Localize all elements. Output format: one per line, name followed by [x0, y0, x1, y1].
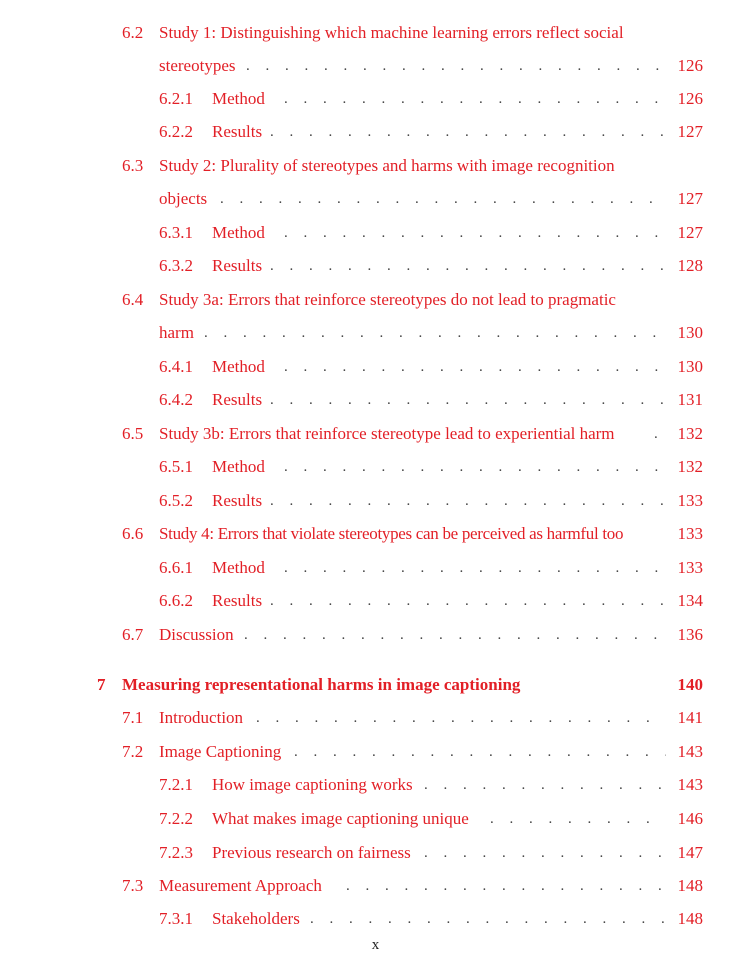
toc-title[interactable]: Results: [212, 591, 263, 610]
toc-page: 146: [677, 809, 703, 828]
toc-page: 127: [677, 189, 703, 208]
toc-entry-6-3-2[interactable]: [0, 254, 751, 278]
leader-dots: [220, 187, 666, 211]
toc-page: 126: [677, 89, 703, 108]
toc-page: 131: [677, 390, 703, 409]
leader-dots: [270, 589, 666, 613]
leader-dots: [310, 907, 666, 931]
toc-entry-6-4-cont[interactable]: [0, 321, 751, 345]
toc-page: 132: [677, 424, 703, 443]
toc-title[interactable]: How image captioning works: [212, 775, 413, 794]
leader-dots: [270, 489, 666, 513]
toc-entry-7-3[interactable]: [0, 874, 751, 898]
leader-dots: [204, 321, 666, 345]
toc-page: 133: [677, 491, 703, 510]
toc-title[interactable]: Stakeholders: [212, 909, 300, 928]
toc-number: 7.3.1: [159, 909, 193, 928]
toc-entry-7-2-3[interactable]: [0, 841, 751, 865]
leader-dots: [424, 841, 666, 865]
leader-dots: [256, 706, 666, 730]
toc-entry-6-2[interactable]: [0, 21, 751, 45]
leader-dots: [244, 623, 666, 647]
toc-number: 6.3.2: [159, 256, 193, 275]
toc-title-cont[interactable]: objects: [159, 189, 208, 208]
leader-dots: [294, 740, 666, 764]
toc-number: 6.6: [122, 524, 144, 543]
toc-page: 128: [677, 256, 703, 275]
toc-title[interactable]: Study 3b: Errors that reinforce stereotype lead to experiential harm: [159, 424, 615, 443]
toc-entry-6-4-2[interactable]: [0, 388, 751, 412]
toc-title[interactable]: Introduction: [159, 708, 244, 727]
toc-entry-6-4[interactable]: [0, 288, 751, 312]
toc-title[interactable]: Method: [212, 89, 265, 108]
toc-number: 6.2.2: [159, 122, 193, 141]
toc-title-cont[interactable]: harm: [159, 323, 194, 342]
toc-entry-6-2-1[interactable]: [0, 87, 751, 111]
toc-title[interactable]: Study 3a: Errors that reinforce stereotypes do not lead to pragmatic: [159, 290, 616, 309]
toc-number: 6.3.1: [159, 223, 193, 242]
toc-page: 148: [677, 909, 703, 928]
page-number-footer: x: [371, 937, 380, 953]
toc-entry-6-2-cont[interactable]: [0, 54, 751, 78]
toc-title[interactable]: Method: [212, 457, 265, 476]
leader-dots: [246, 54, 666, 78]
toc-page: 143: [677, 742, 703, 761]
leader-dots: [270, 254, 666, 278]
toc-entry-6-2-2[interactable]: [0, 120, 751, 144]
toc-page: 126: [677, 56, 703, 75]
leader-dots: [284, 556, 666, 580]
toc-number: 6.6.2: [159, 591, 193, 610]
toc-entry-6-3[interactable]: [0, 154, 751, 178]
toc-title[interactable]: Method: [212, 558, 265, 577]
toc-number: 6.5.1: [159, 457, 193, 476]
leader-dots: [284, 355, 666, 379]
toc-number: 6.7: [122, 625, 144, 644]
leader-dots: [424, 773, 666, 797]
toc-title-cont[interactable]: stereotypes: [159, 56, 236, 75]
toc-entry-6-4-1[interactable]: [0, 355, 751, 379]
toc-entry-6-5[interactable]: [0, 422, 751, 446]
toc-entry-7-2[interactable]: [0, 740, 751, 764]
toc-page: 133: [677, 524, 703, 543]
toc-page: 140: [677, 675, 703, 694]
toc-title[interactable]: What makes image captioning unique: [212, 809, 469, 828]
toc-number: 6.2: [122, 23, 144, 42]
toc-title[interactable]: Results: [212, 390, 263, 409]
toc-number: 7.2: [122, 742, 144, 761]
toc-entry-7-2-2[interactable]: [0, 807, 751, 831]
toc-title[interactable]: Previous research on fairness: [212, 843, 411, 862]
toc-chapter-number: 7: [97, 675, 106, 694]
leader-dots: [270, 388, 666, 412]
toc-page: 127: [677, 223, 703, 242]
toc-title[interactable]: Method: [212, 223, 265, 242]
toc-entry-7-3-1[interactable]: [0, 907, 751, 931]
toc-entry-6-5-1[interactable]: [0, 455, 751, 479]
toc-entry-6-6[interactable]: [0, 522, 751, 546]
leader-dots: [284, 87, 666, 111]
toc-title[interactable]: Image Captioning: [159, 742, 282, 761]
leader-dots: [270, 120, 666, 144]
toc-title[interactable]: Method: [212, 357, 265, 376]
leader-dots: [284, 221, 666, 245]
toc-title[interactable]: Results: [212, 256, 263, 275]
toc-number: 6.6.1: [159, 558, 193, 577]
toc-page: 148: [677, 876, 703, 895]
toc-number: 6.3: [122, 156, 144, 175]
leader-dots: [490, 807, 666, 831]
toc-title[interactable]: Results: [212, 122, 263, 141]
toc-page: 136: [677, 625, 703, 644]
toc-page: 147: [677, 843, 703, 862]
leader-dots: [284, 455, 666, 479]
toc-page: 141: [677, 708, 703, 727]
toc-entry-6-5-2[interactable]: [0, 489, 751, 513]
leader-dots: [346, 874, 666, 898]
toc-page: 134: [677, 591, 703, 610]
toc-number: 6.4: [122, 290, 144, 309]
toc-entry-6-3-1[interactable]: [0, 221, 751, 245]
toc-page: 130: [677, 323, 703, 342]
toc-number: 6.2.1: [159, 89, 193, 108]
toc-chapter-7[interactable]: [0, 673, 751, 697]
toc-page: 133: [677, 558, 703, 577]
toc-entry-6-3-cont[interactable]: [0, 187, 751, 211]
toc-title[interactable]: Measurement Approach: [159, 876, 322, 895]
toc-title[interactable]: Study 4: Errors that violate stereotypes can be perceived as harmful too: [159, 524, 624, 543]
toc-title[interactable]: Study 1: Distinguishing which machine learning errors reflect social: [159, 23, 624, 42]
toc-number: 6.4.1: [159, 357, 193, 376]
toc-entry-6-6-1[interactable]: [0, 556, 751, 580]
leader-dots: [654, 422, 668, 446]
toc-entry-7-1[interactable]: [0, 706, 751, 730]
toc-page: 132: [677, 457, 703, 476]
toc-number: 7.1: [122, 708, 144, 727]
toc-number: 6.5.2: [159, 491, 193, 510]
toc-title[interactable]: Discussion: [159, 625, 234, 644]
toc-page: 127: [677, 122, 703, 141]
toc-number: 6.4.2: [159, 390, 193, 409]
toc-chapter-title[interactable]: Measuring representational harms in image captioning: [122, 675, 521, 694]
toc-entry-6-6-2[interactable]: [0, 589, 751, 613]
toc-number: 7.3: [122, 876, 144, 895]
toc-entry-6-7[interactable]: [0, 623, 751, 647]
toc-title[interactable]: Results: [212, 491, 263, 510]
toc-number: 7.2.3: [159, 843, 193, 862]
toc-page: 130: [677, 357, 703, 376]
toc-title[interactable]: Study 2: Plurality of stereotypes and harms with image recognition: [159, 156, 615, 175]
toc-entry-7-2-1[interactable]: [0, 773, 751, 797]
toc-number: 6.5: [122, 424, 144, 443]
toc-page: 143: [677, 775, 703, 794]
toc-number: 7.2.1: [159, 775, 193, 794]
toc-number: 7.2.2: [159, 809, 193, 828]
